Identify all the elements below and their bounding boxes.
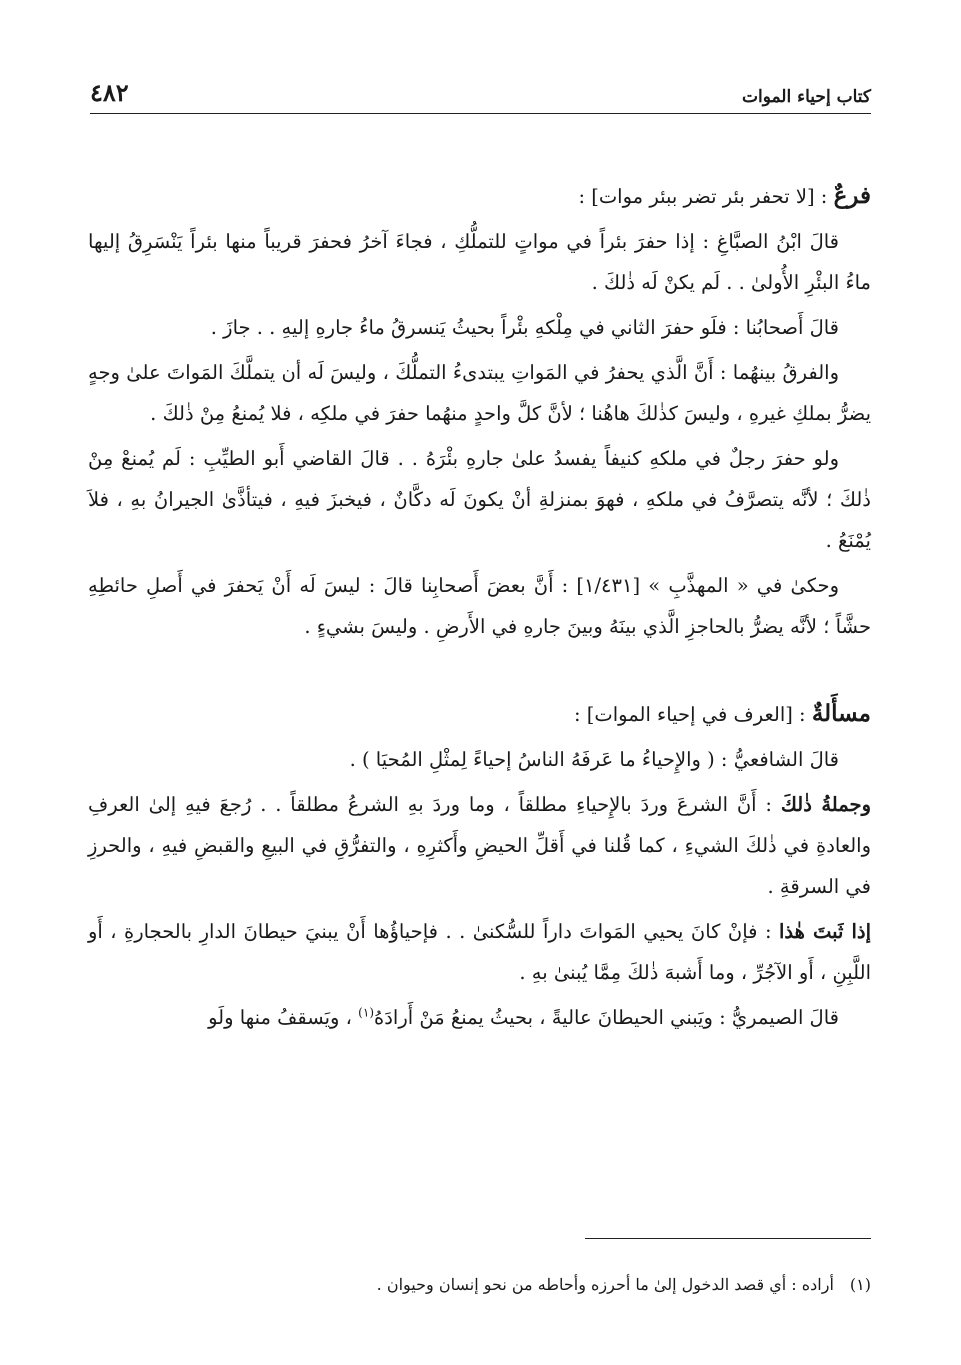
- footnote-marker: (١): [849, 1275, 871, 1294]
- heading-title: : [العرف في إحياء الموات] :: [574, 703, 812, 726]
- paragraph: ولو حفرَ رجلٌ في ملكهِ كنيفاً يفسدُ علىٰ جارهِ بئْرَهُ . . قالَ القاضي أَبو الطيِّبِ : لَم يُمنعْ مِنْ ذٰلكَ ؛ لأنَّه يتصرَّفُ في ملكهِ ، فهوَ بمنزلةِ أنْ يكونَ لَه دكَّانٌ ، فيخبزَ فيهِ ، فيتأذَّىٰ الجيرانُ بهِ ، فلاَ يُمْنَعُ .: [88, 447, 871, 552]
- page-number: ٤٨٢: [90, 78, 129, 107]
- paragraph: والفرقُ بينهُما : أَنَّ الَّذي يحفرُ في المَواتِ يبتدىءُ التملُّكَ ، وليسَ لَه أن يتملَّكَ المَواتَ علىٰ وجهٍ يضرُّ بملكِ غيرهِ ، وليسَ كذٰلكَ هاهُنا ؛ لأنَّ كلَّ واحدٍ منهُما حفرَ في ملكِه ، فلا يُمنعُ مِنْ ذٰلكَ .: [88, 361, 871, 425]
- paragraph: وحكىٰ في « المهذَّبِ » [١/٤٣١] : أَنَّ بعضَ أَصحابِنا قالَ : ليسَ لَه أَنْ يَحفرَ في أَصلِ حائطِهِ حشَّاً ؛ لأنَّه يضرُّ بالحاجزِ الَّذي بينَهُ وبينَ جارهِ في الأَرضِ . وليسَ بشيءٍ .: [88, 574, 871, 638]
- footnote-divider: [585, 1238, 871, 1239]
- paragraph-text: : فإنْ كانَ يحيي المَواتَ داراً للسُّكنىٰ . . فإحياؤُها أَنْ يبنيَ حيطانَ الدارِ بالحجارةِ ، أَو اللَّبِنِ ، أَو الآجُرِّ ، وما أَشبهَ ذٰلكَ مِمَّا يُبنىٰ بهِ .: [88, 920, 871, 984]
- paragraph-text: قالَ الصيمريُّ : ويَبني الحيطانَ عاليةً ، بحيثُ يمنعُ مَنْ أَرادَهُ: [374, 1006, 839, 1029]
- paragraph: [88, 911, 871, 993]
- heading-title: : [لا تحفر بئر تضر ببئر موات] :: [578, 185, 834, 208]
- lead-phrase: وجملةُ ذٰلكَ: [780, 793, 871, 816]
- heading-keyword: مسأَلةٌ: [811, 700, 871, 727]
- footnote: [90, 1270, 871, 1300]
- lead-phrase: إذا ثَبتَ هٰذا: [778, 920, 871, 943]
- footnote-reference[interactable]: (١): [358, 1005, 374, 1020]
- page-body: [88, 175, 871, 1042]
- section-heading-far: [88, 175, 871, 217]
- section-heading-masala: [88, 693, 871, 735]
- footnote-text: أراده : أي قصد الدخول إلىٰ ما أحرزه وأحاطه من نحو إنسان وحيوان .: [376, 1275, 834, 1294]
- paragraph-text: ، ويَسقفُ منها ولَو: [208, 1006, 359, 1029]
- page-header: [90, 78, 871, 114]
- paragraph: [88, 784, 871, 907]
- paragraph-text: : أَنَّ الشرعَ وردَ بالإِحياءِ مطلقاً ، وما وردَ بهِ الشرعُ مطلقاً . . رُجعَ فيهِ إلىٰ العرفِ والعادةِ في ذٰلكَ الشيءِ ، كما قُلنا في أَقلِّ الحيضِ وأَكثرِهِ ، والتفرُّقِ في البيعِ والقبضِ فيهِ ، والحرزِ في السرقةِ .: [88, 793, 871, 898]
- running-title: كتاب إحياء الموات: [741, 87, 871, 107]
- heading-keyword: فرعٌ: [833, 182, 871, 209]
- paragraph: قالَ أَصحابُنا : فلَو حفرَ الثاني في مِلْكهِ بئْراً بحيثُ يَنسرقُ ماءُ جارهِ إليهِ . . جازَ .: [210, 316, 839, 339]
- paragraph: قالَ الشافعيُّ : ( والإِحياءُ ما عَرفَهُ الناسُ إحياءً لِمثْلِ المُحيَا ) .: [349, 748, 839, 771]
- paragraph: [88, 997, 871, 1038]
- paragraph: قالَ ابْنُ الصبَّاغِ : إذا حفرَ بئراً في مواتٍ للتملُّكِ ، فجاءَ آخرُ فحفرَ قريباً منها بئراً يَنْسَرِقُ إليها ماءُ البئْرِ الأُولىٰ . . لَم يكنْ لَه ذٰلكَ .: [88, 230, 871, 294]
